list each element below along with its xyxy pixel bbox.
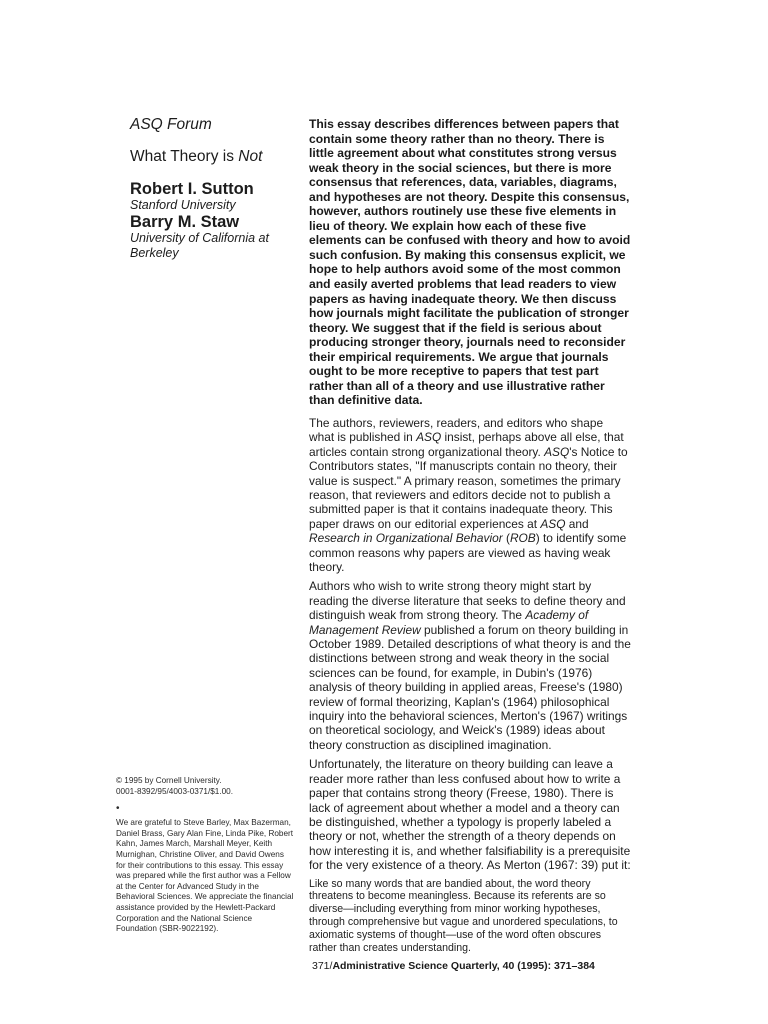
author-affiliation: Stanford University <box>130 198 236 212</box>
author-name: Robert I. Sutton <box>130 180 254 198</box>
page-footer <box>312 960 632 973</box>
title-text: What Theory is <box>130 148 239 165</box>
body-paragraph: Unfortunately, the literature on theory building can leave a reader more rather than less confused about how to write a paper that contains strong theory (Freese, 1980). There is lack of agreement about whether a model and a theory can be distinguished, whether a typology is properly labeled a theory or not, whether the strength of a theory depends on how interesting it is, and whether falsifiability is a prerequisite for the very existence of a theory. As Merton (1967: 39) put it: <box>309 757 631 873</box>
author-affiliation: University of California at Berkeley <box>130 231 269 260</box>
body-paragraph: Authors who wish to write strong theory might start by reading the diverse literature that seeks to define theory and distinguish weak from strong theory. The Academy of Management Review published a forum on theory building in October 1989. Detailed descriptions of what theory is and the distinctions between strong and weak theory in the social sciences can be found, for example, in Dubin's (1976) analysis of theory building in applied areas, Freese's (1980) review of formal theorizing, Kaplan's (1964) philosophical inquiry into the behavioral sciences, Merton's (1967) writings on theoretical sociology, and Weick's (1989) ideas about theory construction as disciplined imagination. <box>309 579 631 752</box>
author-name: Barry M. Staw <box>130 213 240 231</box>
copyright-line: © 1995 by Cornell University. <box>116 776 222 785</box>
journal-citation: Administrative Science Quarterly, 40 (1995): 371–384 <box>332 960 595 972</box>
bullet-mark: • <box>116 803 120 815</box>
article-title <box>130 148 290 166</box>
block-quote: Like so many words that are bandied about, the word theory threatens to become meaningless. Because its referents are so diverse—including everything from minor working hypotheses, through comprehensive but vague and unordered speculations, to axiomatic systems of thought—use of the word often obscures rather than creates understanding. <box>309 877 618 955</box>
body-paragraph: The authors, reviewers, readers, and editors who shape what is published in ASQ insist, perhaps above all else, that articles contain strong organizational theory. ASQ's Notice to Contributors states, "If manuscripts contain no theory, their value is suspect." A primary reason, sometimes the primary reason, that reviewers and editors decide not to publish a submitted paper is that it contains inadequate theory. This paper draws on our editorial experiences at ASQ and Research in Organizational Behavior (ROB) to identify some common reasons why papers are viewed as having weak theory. <box>309 415 628 574</box>
forum-label: ASQ Forum <box>130 116 212 133</box>
abstract: This essay describes differences between papers that contain some theory rather than no theory. There is little agreement about what constitutes strong versus weak theory in the social sciences, but there is more consensus that references, data, variables, diagrams, and hypotheses are not theory. Despite this consensus, however, authors routinely use these five elements in lieu of theory. We explain how each of these five elements can be confused with theory and how to avoid such confusion. By making this consensus explicit, we hope to help authors avoid some of the most common and easily averted problems that lead readers to view papers as having inadequate theory. We then discuss how journals might facilitate the publication of stronger theory. We suggest that if the field is serious about producing stronger theory, journals need to reconsider their empirical requirements. We argue that journals ought to be more receptive to papers that test part rather than all of a theory and use illustrative rather than definitive data. <box>309 117 631 408</box>
article-code: 0001-8392/95/4003-0371/$1.00. <box>116 786 234 796</box>
acknowledgment-text: We are grateful to Steve Barley, Max Bazerman, Daniel Brass, Gary Alan Fine, Linda Pike, Robert Kahn, James March, Marshall Meyer, Keith Murnighan, Christine Oliver, and David Owens for their contributions to this essay. This essay was prepared while the first author was a Fellow at the Center for Advanced Study in the Behavioral Sciences. We appreciate the financial assistance provided by the Hewlett-Packard Corporation and the National Science Foundation (SBR-9022192). <box>116 818 294 934</box>
author-block <box>130 180 290 261</box>
left-footnote <box>116 776 294 935</box>
page-number: 371/ <box>312 960 333 972</box>
title-emphasis: Not <box>238 148 263 165</box>
main-column <box>309 117 631 961</box>
left-column <box>130 116 290 261</box>
